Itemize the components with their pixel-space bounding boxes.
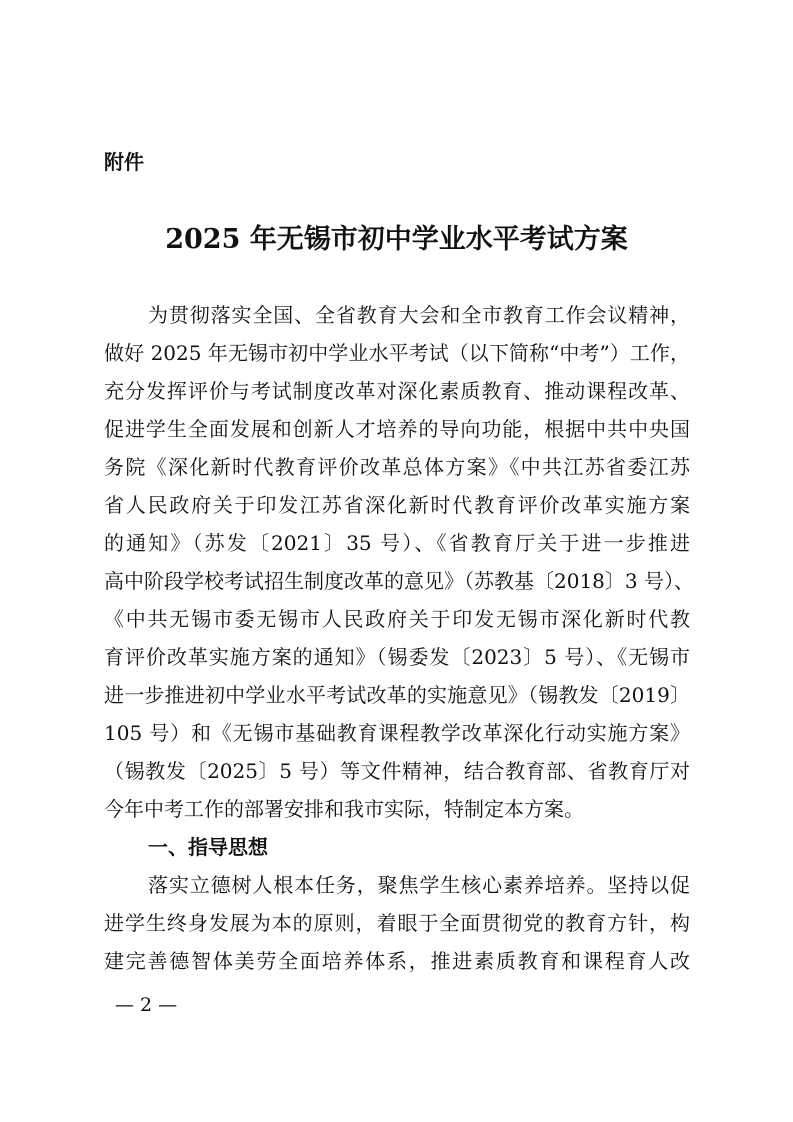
section-heading-guiding-ideology: 一、指导思想 xyxy=(148,835,268,859)
intro-line: 省人民政府关于印发江苏省深化新时代教育评价改革实施方案 xyxy=(104,493,690,517)
intro-line: 今年中考工作的部署安排和我市实际，特制定本方案。 xyxy=(104,797,584,821)
intro-line: 做好 2025 年无锡市初中学业水平考试（以下简称“中考”）工作， xyxy=(104,341,690,365)
section1-line: 落实立德树人根本任务，聚焦学生核心素养培养。坚持以促 xyxy=(148,873,690,897)
intro-line: （锡教发〔2025〕5 号）等文件精神，结合教育部、省教育厅对 xyxy=(104,759,690,783)
intro-line: 《中共无锡市委无锡市人民政府关于印发无锡市深化新时代教 xyxy=(104,607,690,631)
intro-line: 充分发挥评价与考试制度改革对深化素质教育、推动课程改革、 xyxy=(104,379,690,403)
intro-line: 高中阶段学校考试招生制度改革的意见》（苏教基〔2018〕3 号）、 xyxy=(104,569,694,593)
intro-line: 的通知》（苏发〔2021〕35 号）、《省教育厅关于进一步推进 xyxy=(104,531,690,555)
page-number: — 2 — xyxy=(115,994,178,1016)
intro-paragraph xyxy=(104,296,694,828)
section1-paragraph xyxy=(104,866,690,980)
section1-line: 建完善德智体美劳全面培养体系，推进素质教育和课程育人改 xyxy=(104,949,690,973)
intro-line: 育评价改革实施方案的通知》（锡委发〔2023〕5 号）、《无锡市 xyxy=(104,645,690,669)
section1-line: 进学生终身发展为本的原则，着眼于全面贯彻党的教育方针，构 xyxy=(104,911,690,935)
intro-line: 务院《深化新时代教育评价改革总体方案》《中共江苏省委江苏 xyxy=(104,455,690,479)
document-body xyxy=(104,296,694,980)
intro-line: 105 号）和《无锡市基础教育课程教学改革深化行动实施方案》 xyxy=(104,721,690,745)
attachment-label: 附件 xyxy=(104,150,144,174)
intro-line: 促进学生全面发展和创新人才培养的导向功能，根据中共中央国 xyxy=(104,417,690,441)
intro-line: 进一步推进初中学业水平考试改革的实施意见》（锡教发〔2019〕 xyxy=(104,683,690,707)
intro-line: 为贯彻落实全国、全省教育大会和全市教育工作会议精神， xyxy=(148,303,690,327)
document-title: 2025 年无锡市初中学业水平考试方案 xyxy=(165,224,628,255)
